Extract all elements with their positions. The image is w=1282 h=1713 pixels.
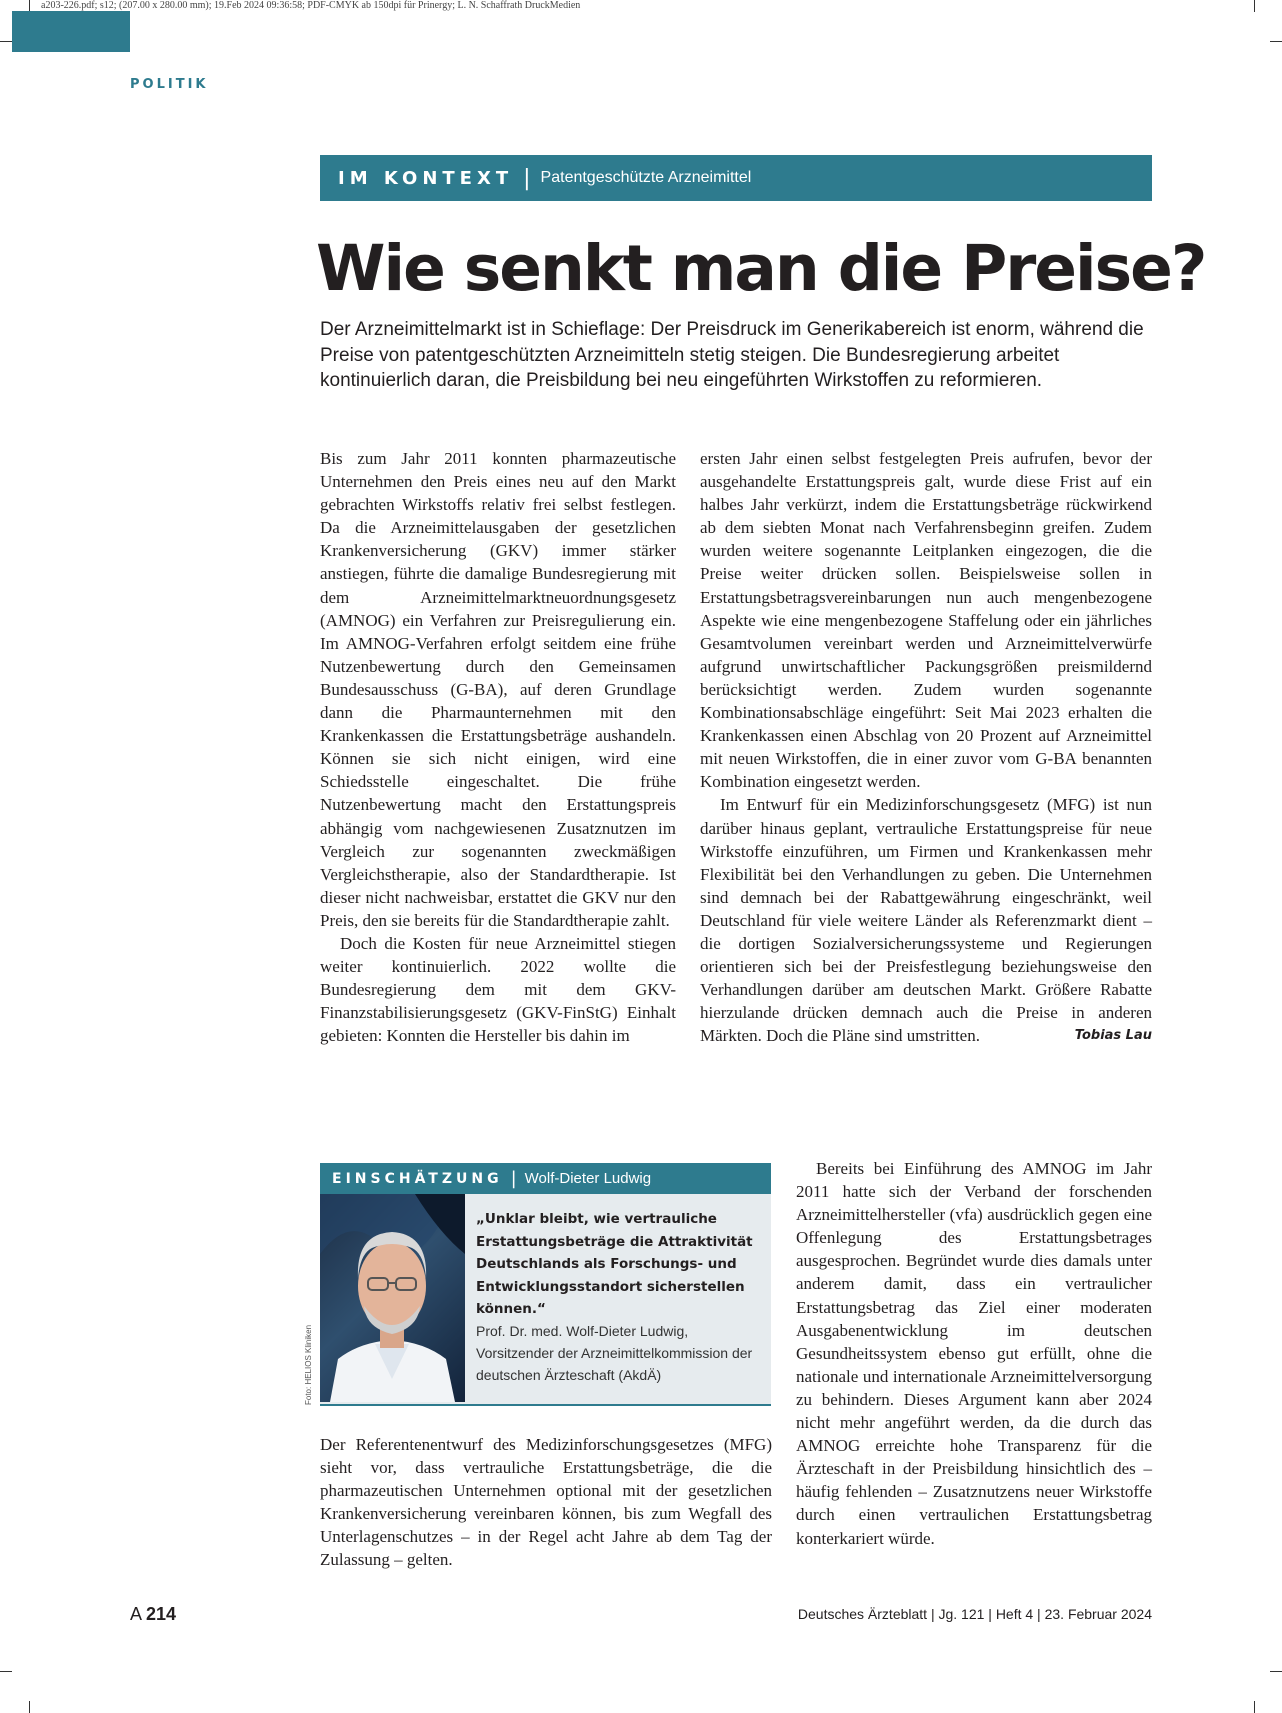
assessment-box — [320, 1163, 771, 1406]
publication-footer: Deutsches Ärzteblatt | Jg. 121 | Heft 4 | 23. Februar 2024 — [797, 1606, 1152, 1622]
assessment-quote: „Unklar bleibt, wie vertrauliche Erstattungsbeträge die Attraktivität Deutschlands als Forschungs- und Entwicklungsstandort sicherstellen können.“ — [476, 1211, 753, 1317]
crop-mark — [1254, 1701, 1255, 1713]
context-kicker: IM KONTEXT — [338, 167, 514, 189]
crop-mark — [1254, 0, 1255, 12]
crop-mark — [1270, 41, 1282, 42]
article-teaser: Der Arzneimittelmarkt ist in Schieflage: Der Preisdruck im Generikabereich ist enorm, während die Preise von patentgeschützten Arzneimitteln stetig steigen. Die Bundesregierung arbeitet kontinuierlich daran, die Preisbildung bei neu eingeführten Wirkstoffen zu reformieren. — [320, 319, 1144, 391]
assessment-body-left — [320, 1433, 772, 1572]
assessment-paragraph: Bereits bei Einführung des AMNOG im Jahr 2011 hatte sich der Verband der forschenden Arzneimittelhersteller (vfa) ausdrücklich gegen eine Offenlegung des Erstattungsbetrages ausgesprochen. Begründet wurde dies damals unter anderem damit, dass ein vertraulicher Erstattungsbetrag das Ziel einer moderaten Ausgabenentwicklung im deutschen Gesundheitssystem ebenso gut erfüllt, ohne die nationale und internationale Arzneimittelversorgung zu behindern. Dieses Argument kann aber 2024 nicht mehr angeführt werden, da die durch das AMNOG erreichte hohe Transparenz für die Ärzteschaft in der Preisbildung hinsichtlich des – häufig fehlenden – Zusatznutzens neuer Wirkstoffe durch einen vertraulichen Erstattungsbetrag konterkariert würde. — [796, 1159, 1152, 1548]
portrait-illustration — [320, 1194, 465, 1402]
assessment-body-right — [796, 1157, 1152, 1550]
article-column-2 — [700, 447, 1152, 1047]
article-paragraph — [700, 793, 1152, 1047]
crop-mark — [1270, 1671, 1282, 1672]
article-paragraph: ersten Jahr einen selbst festgelegten Preis aufrufen, bevor der ausgehandelte Erstattungspreis galt, wurde diese Frist auf ein halbes Jahr verkürzt, indem die Erstattungsbeträge rückwirkend ab dem siebten Monat nach Verfahrensbeginn greifen. Zudem wurden weitere sogenannte Leitplanken eingezogen, die die Preise weiter drücken sollen. Beispielsweise sollen in Erstattungsbetragsvereinbarungen nun auch mengenbezogene Aspekte wie eine mengenbezogene Staffelung oder ein jährliches Gesamtvolumen vereinbart werden und Arzneimittelverwürfe aufgrund unwirtschaftlicher Packungsgrößen preismildernd berücksichtigt werden. Zudem wurden sogenannte Kombinationsabschläge eingeführt: Seit Mai 2023 erhalten die Krankenkassen einen Abschlag von 20 Prozent auf Arzneimittel mit neuen Wirkstoffen, die in einer zuvor vom G-BA benannten Kombination eingesetzt werden. — [700, 449, 1152, 792]
crop-mark — [0, 41, 12, 42]
article-author: Tobias Lau — [1074, 1028, 1152, 1044]
assessment-separator: | — [510, 1168, 517, 1189]
page-number-value: 214 — [146, 1604, 177, 1624]
print-slug: a203-226.pdf; s12; (207.00 x 280.00 mm); 19.Feb 2024 09:36:58; PDF-CMYK ab 150dpi für Prinergy; L. N. Schaffrath DruckMedien — [41, 0, 581, 11]
crop-mark — [0, 1671, 12, 1672]
page-prefix: A — [130, 1604, 142, 1624]
assessment-person: Wolf-Dieter Ludwig — [524, 1170, 652, 1187]
section-label: POLITIK — [130, 77, 209, 92]
section-tab-marker — [12, 11, 130, 52]
assessment-paragraph: Der Referentenentwurf des Medizinforschungsgesetzes (MFG) sieht vor, dass vertrauliche Erstattungsbeträge, die die pharmazeutischen Unternehmen optional mit der gesetzlichen Krankenversicherung vereinbaren können, bis zum Wegfall des Unterlagenschutzes – in der Regel acht Jahre ab dem Tag der Zulassung – gelten. — [320, 1435, 772, 1570]
article-headline: Wie senkt man die Preise? — [316, 232, 1206, 305]
assessment-kicker: EINSCHÄTZUNG — [332, 1170, 503, 1187]
article-paragraph: Doch die Kosten für neue Arzneimittel stiegen weiter kontinuierlich. 2022 wollte die Bundesregierung dem mit dem GKV-Finanzstabilisierungsgesetz (GKV-FinStG) Einhalt gebieten: Konnten die Hersteller bis dahin im — [320, 933, 676, 1046]
context-bar — [320, 155, 1152, 201]
context-separator: | — [523, 165, 531, 191]
page-number — [130, 1604, 176, 1625]
article-paragraph-text: Im Entwurf für ein Medizinforschungsgesetz (MFG) ist nun darüber hinaus geplant, vertrauliche Erstattungspreise für neue Wirkstoffe einzuführen, um Firmen und Krankenkassen mehr Flexibilität bei den Verhandlungen zu geben. Die Unternehmen sind demnach bei der Rabattgewährung eingeschränkt, weil Deutschland für viele weitere Länder als Referenzmarkt dient – die dortigen Sozialversicherungssysteme und Regierungen orientieren sich bei der Preisfestlegung beziehungsweise den Verhandlungen darüber am deutschen Markt. Größere Rabatte hierzulande drücken demnach auch die Preise in anderen Märkten. Doch die Pläne sind umstritten. — [700, 795, 1152, 1046]
assessment-credit: Prof. Dr. med. Wolf-Dieter Ludwig, Vorsitzender der Arzneimittelkommission der deutschen Ärzteschaft (AkdÄ) — [476, 1323, 753, 1383]
portrait-photo — [320, 1194, 465, 1402]
article-column-1 — [320, 447, 676, 1047]
photo-credit: Foto: HELIOS Kliniken — [304, 1324, 313, 1405]
article-paragraph: Bis zum Jahr 2011 konnten pharmazeutische Unternehmen den Preis eines neu auf den Markt gebrachten Wirkstoffs relativ frei selbst festlegen. Da die Arzneimittelausgaben der gesetzlichen Krankenversicherung (GKV) immer stärker anstiegen, führte die damalige Bundesregierung mit dem Arzneimittelmarktneuordnungsgesetz (AMNOG) ein Verfahren zur Preisregulierung ein. Im AMNOG-Verfahren erfolgt seitdem eine frühe Nutzenbewertung durch den Gemeinsamen Bundesausschuss (G-BA), auf deren Grundlage dann die Pharmaunternehmen mit den Krankenkassen die Erstattungsbeträge aushandeln. Können sie sich nicht einigen, wird eine Schiedsstelle eingeschaltet. Die frühe Nutzenbewertung macht den Erstattungspreis abhängig vom nachgewiesenen Zusatznutzen im Vergleich zur sogenannten zweckmäßigen Vergleichstherapie, also der Standardtherapie. Ist dieser nicht nachweisbar, erstattet die GKV nur den Preis, den sie bereits für die Standardtherapie zahlt. — [320, 449, 676, 930]
context-topic: Patentgeschützte Arzneimittel — [540, 169, 752, 186]
crop-mark — [29, 1701, 30, 1713]
assessment-header — [320, 1163, 771, 1194]
